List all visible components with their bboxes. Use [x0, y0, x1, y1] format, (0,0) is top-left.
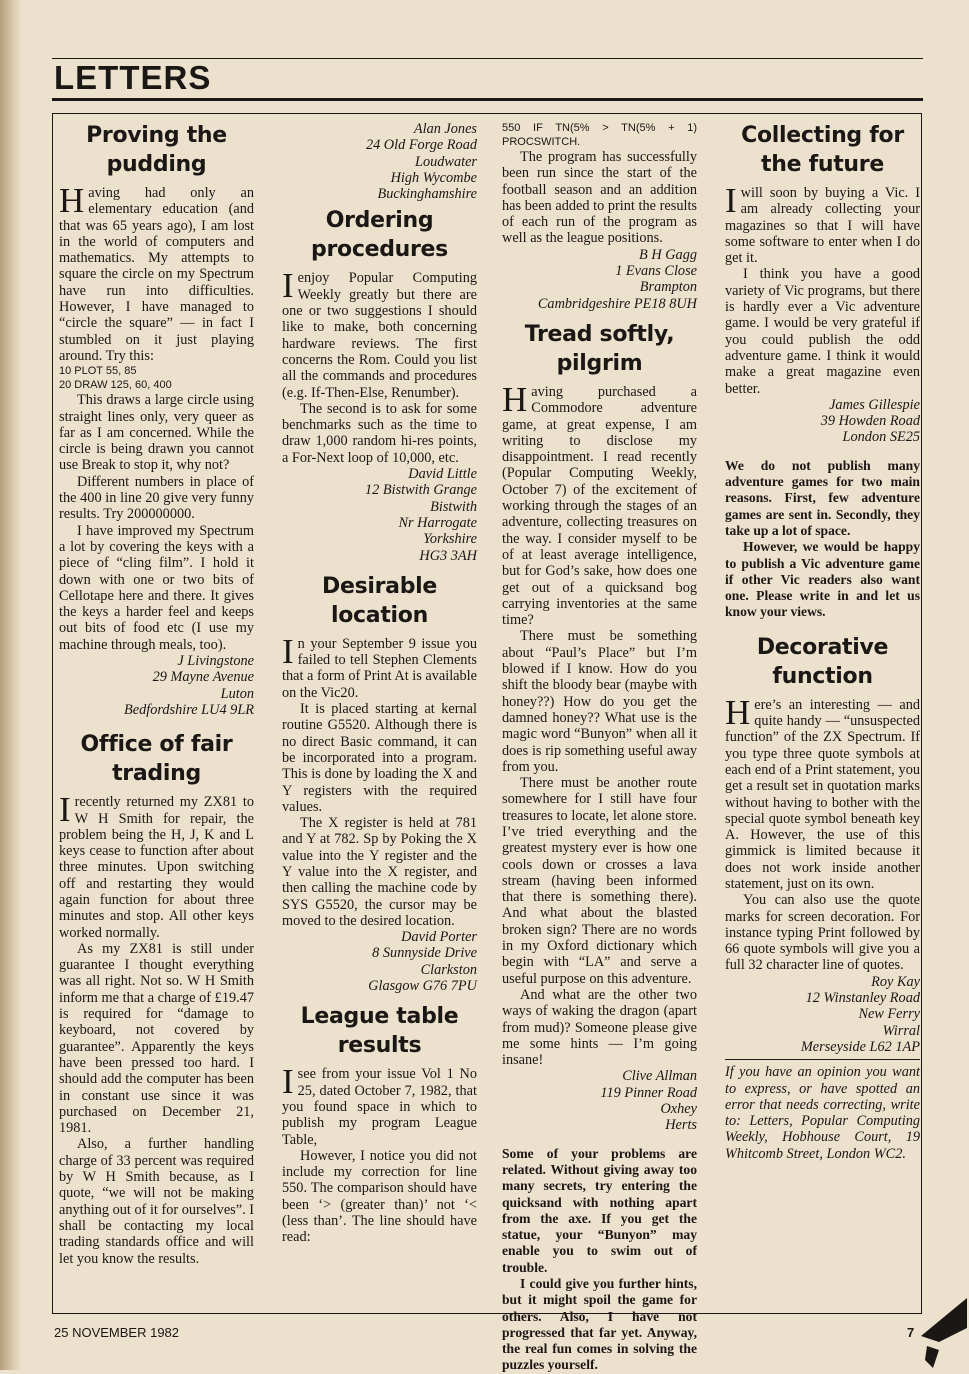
signature-address: 1 Evans Close — [615, 263, 697, 280]
column-2 — [282, 121, 477, 1246]
drop-cap: I — [59, 790, 71, 830]
letter-paragraph: However, I notice you did not include my correction for line 550. The comparison should have been ‘> (greater than)’ not ‘< (less than’. The line should have read: — [282, 1147, 477, 1246]
letter-signature — [282, 929, 477, 994]
signature-address: Nr Harrogate — [398, 514, 477, 531]
drop-cap: I — [282, 266, 294, 306]
signature-address: 119 Pinner Road — [600, 1084, 697, 1101]
letter-paragraph: You can also use the quote marks for screen decoration. For instance typing Print followed by 66 quote symbols will give you a full 32 character line of quotes. — [725, 892, 920, 974]
letter-signature — [725, 974, 920, 1055]
column-4 — [725, 121, 920, 1162]
signature-name: Clive Allman — [622, 1068, 697, 1085]
signature-address: Wirral — [882, 1022, 920, 1039]
signature-address: New Ferry — [858, 1006, 920, 1023]
signature-address: Luton — [220, 685, 254, 702]
letter-paragraph: I have improved my Spectrum a lot by covering the keys with a piece of “cling film”. I hold it down with one or two bits of Cellotape here and there. It gives the keys a harder feel and keeps out bits of food etc (I use my machine through meals, too). — [59, 522, 254, 653]
signature-address: Yorkshire — [423, 531, 477, 548]
paragraph-text: enjoy Popular Computing Weekly greatly but there are one or two suggestions I should like to make, both concerning hardware reviews. The first concerns the Rom. Could you list all the commands and procedures (e.g. If-Then-Else, Renumber). — [282, 270, 477, 401]
drop-cap: I — [725, 181, 737, 220]
letter-paragraph — [502, 379, 697, 629]
editor-reply-paragraph: Some of your problems are related. Without giving away too many secrets, try entering the quicksand with nothing apart from the axe. If you get the statue, your “Bunyon” may enable you to swim out of trouble. — [502, 1145, 697, 1275]
letter-heading: Office of fair trading — [80, 732, 233, 787]
letter-heading: Collecting for the future — [741, 123, 904, 177]
signature-address: 39 Howden Road — [820, 413, 920, 430]
signature-address: Clarkston — [420, 961, 477, 978]
signature-address: 12 Winstanley Road — [805, 990, 920, 1007]
letter-heading: Decorative function — [756, 634, 889, 689]
editor-reply-paragraph: We do not publish many adventure games for two main reasons. First, few adventure games are sent in. Secondly, they take up a lot of space. — [725, 457, 920, 538]
signature-name: David Little — [408, 466, 477, 483]
editor-reply-paragraph: However, we would be happy to publish a Vic adventure game if other Vic readers also want one. Please write in and let us know your views. — [725, 539, 920, 620]
letter-paragraph — [59, 181, 254, 364]
drop-cap: H — [502, 379, 528, 419]
section-title: LETTERS — [54, 59, 212, 96]
letter-paragraph — [725, 692, 920, 893]
letter-paragraph — [282, 1062, 477, 1148]
letter-signature — [282, 121, 477, 202]
drop-cap: I — [282, 1062, 294, 1102]
letter-paragraph: This draws a large circle using straight lines only, very queer as far as I am concerned. While the circle is being drawn you cannot use Break to stop it, why not? — [59, 392, 254, 474]
signature-name: David Porter — [401, 929, 477, 946]
signature-address: Buckinghamshire — [377, 186, 477, 203]
signature-address: Loudwater — [415, 153, 477, 170]
drop-cap: H — [725, 692, 751, 732]
letter-heading: Ordering procedures — [311, 208, 448, 263]
letter-paragraph: There must be something about “Paul’s Place” but I’m blowed if I know. How do you shift the bloody bear (maybe with honey??) How do you get the damned honey?? What use is the magic word “Bunyon” when all it does is rip something useful away from you. — [502, 628, 697, 775]
page-corner-arrow-icon — [917, 1298, 967, 1368]
drop-cap: I — [282, 631, 294, 671]
header-rule-bottom — [52, 98, 923, 101]
page-spine-shadow — [0, 0, 22, 1370]
letter-paragraph: Different numbers in place of the 400 in line 20 give very funny results. Try 200000000. — [59, 473, 254, 523]
letter-heading: League table results — [300, 1004, 459, 1059]
signature-address: Glasgow G76 7PU — [368, 978, 477, 995]
signature-address: Merseyside L62 1AP — [800, 1038, 920, 1055]
signature-name: J Livingstone — [177, 653, 254, 670]
letter-heading: Proving the pudding — [86, 123, 227, 177]
signature-address: Bistwith — [430, 498, 477, 515]
letter-heading: Desirable location — [321, 573, 438, 628]
paragraph-text: will soon by buying a Vic. I am already collecting your magazines so that I will have some software to enter when I do get it. — [725, 185, 920, 267]
letter-paragraph: The program has successfully been run since the start of the football season and an addition has been added to print the results of each run of the program as well as the league positions. — [502, 149, 697, 247]
letters-invitation: If you have an opinion you want to express, or have spotted an error that needs correcting, write to: Letters, Popular Computing Weekly, Hobhouse Court, 19 Whitcomb Street, London WC2. — [725, 1059, 920, 1162]
letter-paragraph: As my ZX81 is still under guarantee I thought everything was all right. Not so. W H Smith inform me that a charge of £19.47 is required for “damage to keyboard, not covered by guarantee”. Apparently the keys have been pressed too hard. I should add the computer has been in constant use since it was purchased on December 21, 1981. — [59, 940, 254, 1137]
letter-paragraph: Also, a further handling charge of 33 percent was required by W H Smith because, as I quote, “we will not be making anything out of it for ourselves”. I shall be contacting my local trading standards office and will let you know the results. — [59, 1136, 254, 1267]
signature-name: James Gillespie — [829, 396, 920, 413]
signature-name: B H Gagg — [639, 246, 697, 263]
letter-signature — [725, 397, 920, 446]
letter-paragraph — [282, 631, 477, 701]
letter-signature — [59, 653, 254, 718]
page-number: 7 — [907, 1325, 915, 1340]
letter-paragraph: There must be another route somewhere for I still have four treasures to locate, let alone store. I’ve tried everything and the greatest mystery ever is how one cools down or crosses a lava stream (having been informed that there is something there). And what about the blasted broken sign? There are no words in my Oxford dictionary which begin with “LA” and serve a useful purpose on this adventure. — [502, 775, 697, 987]
signature-address: London SE25 — [842, 429, 920, 446]
paragraph-text: aving had only an elementary education (and that was 65 years ago), I am lost in the world of computers and mathematics. My attempts to square the circle on my Spectrum have run into difficulties. However, I have managed to “circle the square” — in fact I stumbled on it just playing around. Try this: — [59, 185, 254, 364]
signature-address: Bedfordshire LU4 9LR — [124, 701, 254, 718]
letter-paragraph: And what are the other two ways of waking the dragon (apart from mud)? Someone please give me some hints — I’m going insane! — [502, 986, 697, 1069]
signature-address: Oxhey — [660, 1101, 697, 1118]
letter-paragraph: I think you have a good variety of Vic programs, but there is hardly ever a Vic adventure game. I would be very grateful if you could publish the odd adventure game. I think it would make a great magazine even better. — [725, 266, 920, 397]
drop-cap: H — [59, 181, 85, 220]
code-line: 20 DRAW 125, 60, 400 — [59, 379, 172, 392]
footer-date: 25 NOVEMBER 1982 — [54, 1325, 180, 1340]
editor-reply — [725, 458, 920, 621]
signature-address: High Wycombe — [390, 169, 477, 186]
paragraph-text: n your September 9 issue you failed to tell Stephen Clements that a form of Print At is available on the Vic20. — [282, 635, 477, 701]
signature-address: 12 Bistwith Grange — [365, 482, 477, 499]
signature-address: 29 Mayne Avenue — [152, 669, 254, 686]
paragraph-text: see from your issue Vol 1 No 25, dated October 7, 1982, that you found space in which to publish my program League Table, — [282, 1066, 477, 1148]
signature-name: Alan Jones — [413, 121, 477, 137]
code-line: 10 PLOT 55, 85 — [59, 365, 137, 378]
letter-signature — [502, 1068, 697, 1133]
letter-paragraph — [59, 790, 254, 941]
editor-reply-paragraph: I could give you further hints, but it might spoil the game for others. Also, I have not progressed that far yet. Anyway, the real fun comes in solving the puzzles yourself. — [502, 1276, 697, 1373]
letter-paragraph: It is placed starting at kernal routine G5520. Although there is no direct Basic command, it can be incorporated into a program. This is done by loading the X and Y registers with the required values. — [282, 701, 477, 815]
letter-paragraph — [725, 181, 920, 267]
signature-address: HG3 3AH — [419, 547, 477, 564]
signature-address: 8 Sunnyside Drive — [372, 945, 477, 962]
letter-heading: Tread softly, pilgrim — [524, 321, 675, 376]
column-1 — [59, 121, 254, 1267]
signature-address: 24 Old Forge Road — [365, 137, 477, 154]
letter-signature — [282, 466, 477, 564]
letter-paragraph: The X register is held at 781 and Y at 782. Sp by Poking the X value into the Y register and the Y value into the X register, and then calling the machine code by SYS G5520, the cursor may be moved to the desired location. — [282, 815, 477, 929]
signature-address: Herts — [665, 1117, 697, 1134]
signature-name: Roy Kay — [871, 973, 920, 990]
paragraph-text: ere’s an interesting — and quite handy — “unsuspected function” of the ZX Spectrum. If you type three quote symbols at each end of a Print statement, you get a result set in quotation marks without having to bother with the special quote symbol beneath key A. However, the use of this gimmick is limited because it does not work inside another statement, just on its own. — [725, 696, 920, 892]
column-3 — [502, 121, 697, 1374]
letter-paragraph: The second is to ask for some benchmarks such as the time to draw 1,000 random hi-res points, a For-Next loop of 10,000, etc. — [282, 400, 477, 466]
editor-reply — [502, 1146, 697, 1374]
code-line: 550 IF TN(5% > TN(5% + 1) PROCSWITCH. — [502, 122, 697, 148]
letter-paragraph — [282, 266, 477, 401]
signature-address: Brampton — [639, 279, 697, 296]
signature-address: Cambridgeshire PE18 8UH — [537, 295, 697, 312]
paragraph-text: recently returned my ZX81 to W H Smith for repair, the problem being the H, J, K and L keys cease to function after about three minutes. Upon switching off and restarting they would again function for about three minutes and stop. All other keys worked normally. — [59, 794, 254, 941]
paragraph-text: aving purchased a Commodore adventure game, at great expense, I am writing to disclose my disappointment. I read recently (Popular Computing Weekly, October 7) of the excitement of working through the stages of an adventure, collecting treasures on the way. I consider myself to be of at least average intelligence, but for God’s sake, how does one get out of a quicksand bog carrying inventories at the same time? — [502, 383, 697, 629]
letter-signature — [502, 247, 697, 312]
